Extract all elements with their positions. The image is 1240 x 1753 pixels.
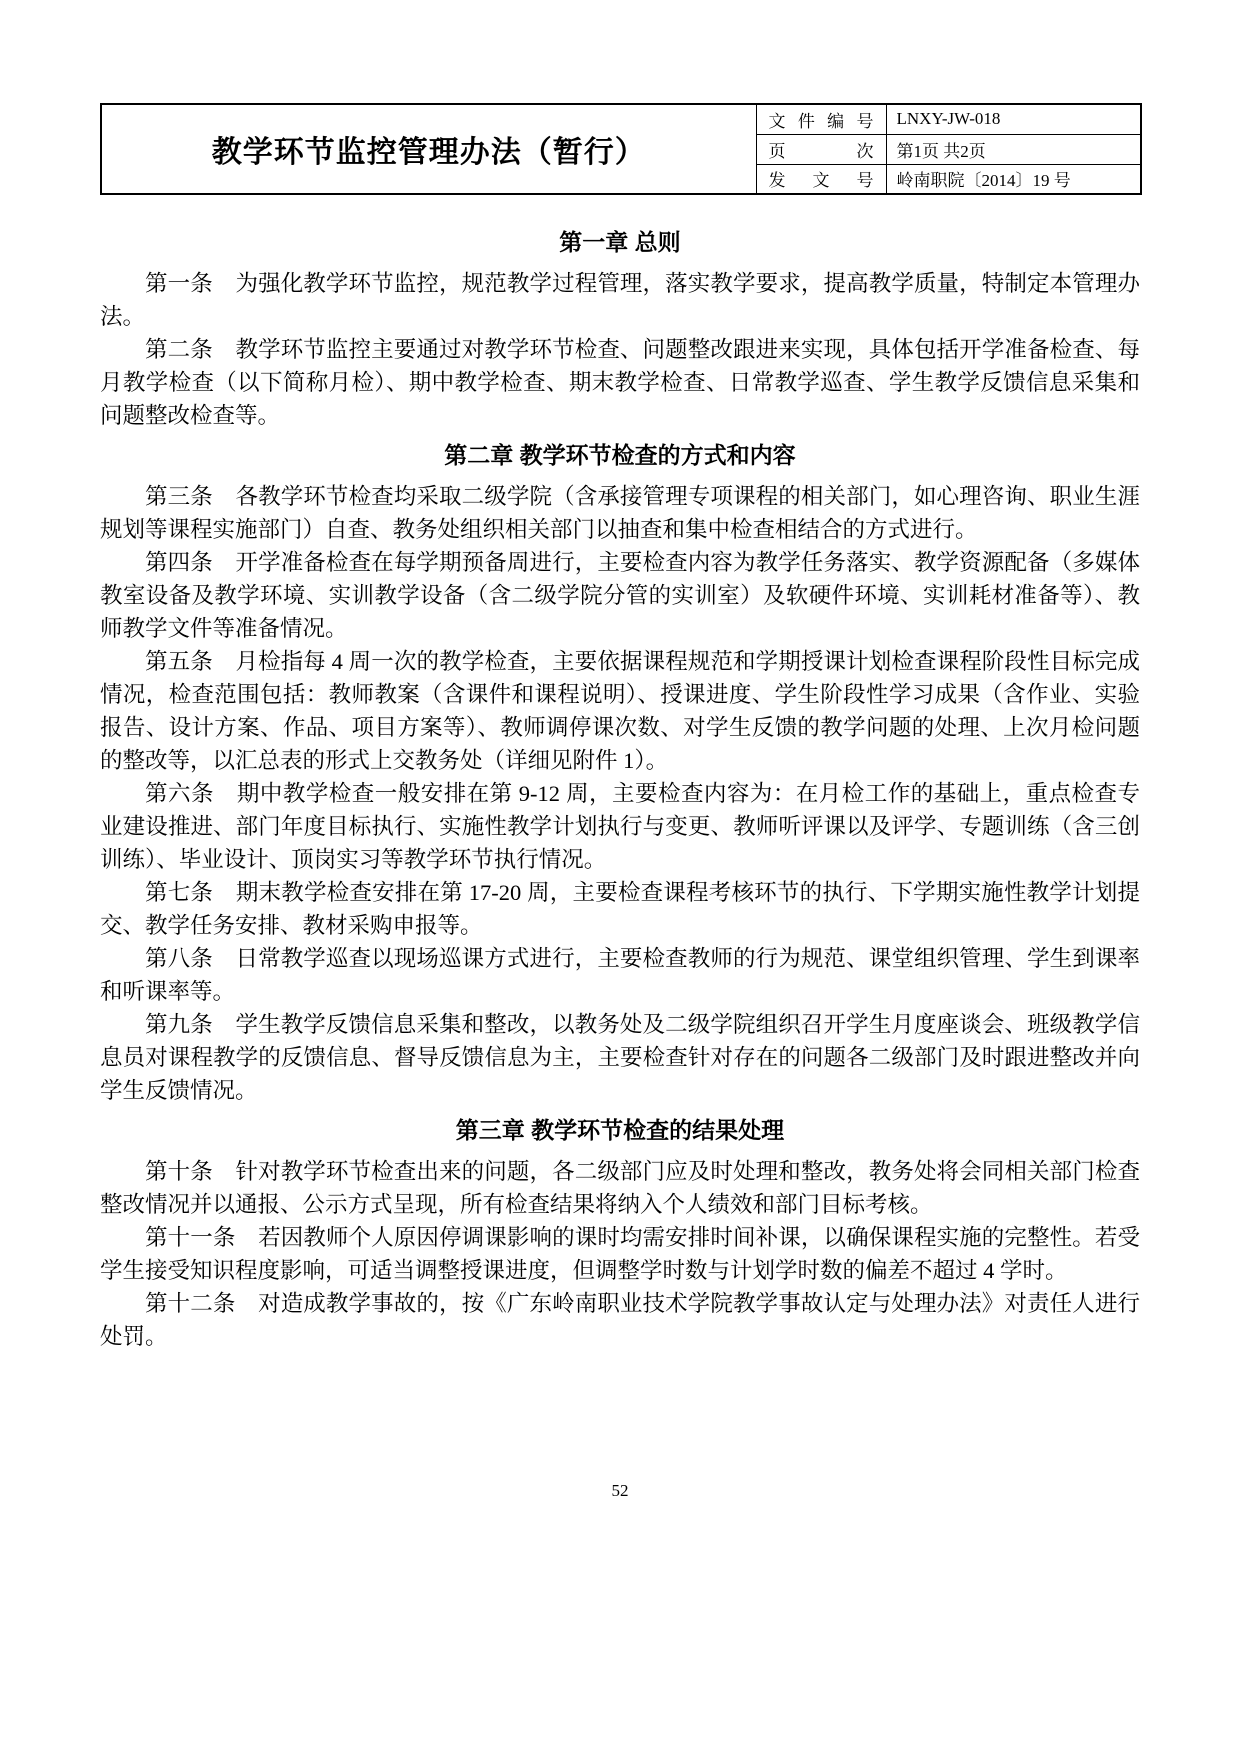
chapter-heading: 第二章 教学环节检查的方式和内容: [444, 442, 796, 468]
paragraph: 第三条 各教学环节检查均采取二级学院（含承接管理专项课程的相关部门，如心理咨询、职业生涯规划等课程实施部门）自查、教务处组织相关部门以抽查和集中检查相结合的方式进行。: [100, 484, 1140, 542]
paragraph: 第十一条 若因教师个人原因停调课影响的课时均需安排时间补课，以确保课程实施的完整性。若受学生接受知识程度影响，可适当调整授课进度，但调整学时数与计划学时数的偏差不超过 4 学时。: [100, 1225, 1140, 1283]
document-header-table: [100, 103, 1142, 195]
paragraph: 第七条 期末教学检查安排在第 17-20 周，主要检查课程考核环节的执行、下学期实施性教学计划提交、教学任务安排、教材采购申报等。: [100, 880, 1140, 938]
paragraph: 第二条 教学环节监控主要通过对教学环节检查、问题整改跟进来实现，具体包括开学准备检查、每月教学检查（以下简称月检）、期中教学检查、期末教学检查、日常教学巡查、学生教学反馈信息采集和问题整改检查等。: [100, 337, 1140, 428]
paragraph: 第十条 针对教学环节检查出来的问题，各二级部门应及时处理和整改，教务处将会同相关部门检查整改情况并以通报、公示方式呈现，所有检查结果将纳入个人绩效和部门目标考核。: [100, 1159, 1140, 1217]
paragraph: 第九条 学生教学反馈信息采集和整改，以教务处及二级学院组织召开学生月度座谈会、班级教学信息员对课程教学的反馈信息、督导反馈信息为主，主要检查针对存在的问题各二级部门及时跟进整改并向学生反馈情况。: [100, 1012, 1140, 1103]
paragraph: 第一条 为强化教学环节监控，规范教学过程管理，落实教学要求，提高教学质量，特制定本管理办法。: [100, 271, 1140, 329]
page-number: 52: [611, 1481, 629, 1500]
issue-number-label: 发 文 号: [756, 164, 886, 194]
page-count-value: 第1页 共2页: [886, 134, 1141, 164]
paragraph: 第五条 月检指每 4 周一次的教学检查，主要依据课程规范和学期授课计划检查课程阶段性目标完成情况，检查范围包括：教师教案（含课件和课程说明）、授课进度、学生阶段性学习成果（含作业、实验报告、设计方案、作品、项目方案等）、教师调停课次数、对学生反馈的教学问题的处理、上次月检问题的整改等，以汇总表的形式上交教务处（详细见附件 1）。: [100, 649, 1140, 773]
paragraph: 第八条 日常教学巡查以现场巡课方式进行，主要检查教师的行为规范、课堂组织管理、学生到课率和听课率等。: [100, 946, 1140, 1004]
page-count-label: 页 次: [756, 134, 886, 164]
paragraph: 第六条 期中教学检查一般安排在第 9-12 周，主要检查内容为：在月检工作的基础上，重点检查专业建设推进、部门年度目标执行、实施性教学计划执行与变更、教师听评课以及评学、专题训练（含三创训练）、毕业设计、顶岗实习等教学环节执行情况。: [100, 781, 1140, 872]
paragraph: 第四条 开学准备检查在每学期预备周进行，主要检查内容为教学任务落实、教学资源配备（多媒体教室设备及教学环境、实训教学设备（含二级学院分管的实训室）及软硬件环境、实训耗材准备等）、教师教学文件等准备情况。: [100, 550, 1140, 641]
paragraph: 第十二条 对造成教学事故的，按《广东岭南职业技术学院教学事故认定与处理办法》对责任人进行处罚。: [100, 1291, 1140, 1349]
header-row-1: [101, 104, 1141, 134]
document-body: [100, 225, 1140, 1353]
chapter-heading: 第一章 总则: [559, 229, 681, 255]
document-title: 教学环节监控管理办法（暂行）: [101, 104, 756, 194]
chapter-heading: 第三章 教学环节检查的结果处理: [455, 1117, 785, 1143]
file-number-value: LNXY-JW-018: [886, 104, 1141, 134]
issue-number-value: 岭南职院〔2014〕19 号: [886, 164, 1141, 194]
file-number-label: 文 件 编 号: [756, 104, 886, 134]
